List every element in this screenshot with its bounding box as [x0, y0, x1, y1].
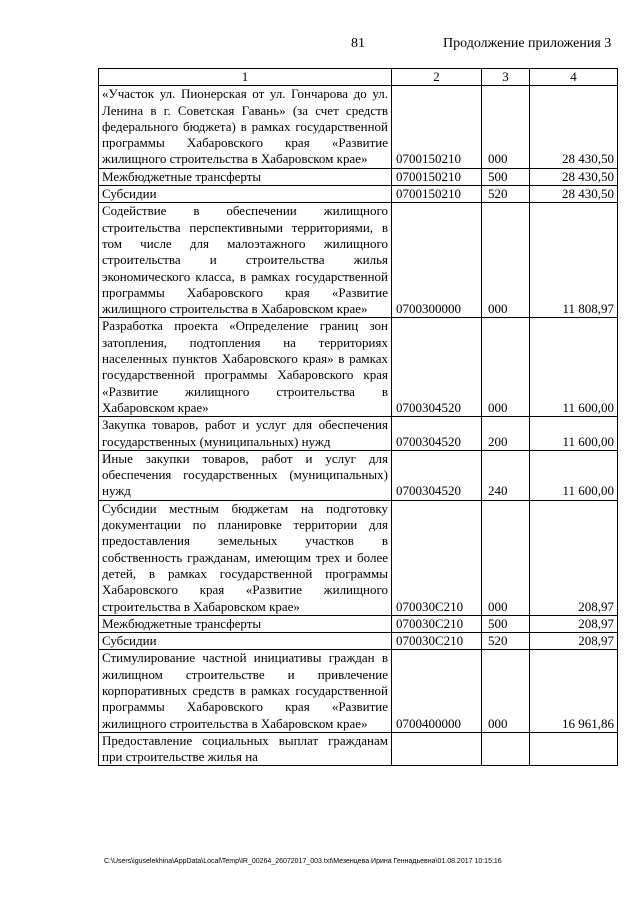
code-cell: 0700304520	[392, 450, 482, 500]
code-cell: 0700150210	[392, 186, 482, 203]
group-cell: 240	[482, 450, 530, 500]
sum-cell: 11 600,00	[530, 318, 618, 417]
continuation-label: Продолжение приложения 3	[443, 36, 612, 51]
sum-cell: 208,97	[530, 615, 618, 632]
row-name-cell: Разработка проекта «Определение границ зон затопления, подтопления на территориях населенных пунктов Хабаровского края» в рамках государственной программы Хабаровского края «Развитие жилищного строительства в Хабаровском крае»	[99, 318, 392, 417]
table-row	[99, 633, 618, 650]
budget-table	[98, 68, 618, 766]
row-name-cell: Субсидии местным бюджетам на подготовку документации по планировке территории для предоставления земельных участков в собственность гражданам, имеющим трех и более детей, в рамках государственной программы Хабаровского края «Развитие жилищного строительства в Хабаровском крае»	[99, 500, 392, 615]
sum-cell: 28 430,50	[530, 86, 618, 168]
code-cell: 0700400000	[392, 650, 482, 732]
group-cell: 520	[482, 186, 530, 203]
row-name-cell: Иные закупки товаров, работ и услуг для обеспечения государственных (муниципальных) нужд	[99, 450, 392, 500]
table-row	[99, 86, 618, 168]
file-path-footer: C:\Users\iguselekhina\AppData\Local\Temp\IR_00264_26072017_003.txt\Мезенцева Ирина Геннадьевна\01.08.2017 10:15:16	[104, 858, 502, 865]
group-cell	[482, 732, 530, 766]
group-cell: 520	[482, 633, 530, 650]
group-cell: 000	[482, 650, 530, 732]
table-row	[99, 500, 618, 615]
group-cell: 200	[482, 417, 530, 451]
code-cell: 0700300000	[392, 203, 482, 318]
group-cell: 000	[482, 318, 530, 417]
table-header-row	[99, 69, 618, 86]
code-cell: 0700150210	[392, 86, 482, 168]
group-cell: 000	[482, 203, 530, 318]
sum-cell: 28 430,50	[530, 168, 618, 185]
table-row	[99, 417, 618, 451]
row-name-cell: Субсидии	[99, 633, 392, 650]
sum-cell	[530, 732, 618, 766]
code-cell: 070030С210	[392, 500, 482, 615]
row-name-cell: Стимулирование частной инициативы граждан в жилищном строительстве и привлечение корпоративных средств в рамках государственной программы Хабаровского края «Развитие жилищного строительства в Хабаровском крае»	[99, 650, 392, 732]
row-name-cell: Содействие в обеспечении жилищного строительства перспективными территориями, в том числе для малоэтажного жилищного строительства и строительства жилья экономического класса, в рамках государственной программы Хабаровского края «Развитие жилищного строительства в Хабаровском крае»	[99, 203, 392, 318]
column-header: 4	[530, 69, 618, 86]
group-cell: 500	[482, 615, 530, 632]
row-name-cell: «Участок ул. Пионерская от ул. Гончарова до ул. Ленина в г. Советская Гавань» (за счет средств федерального бюджета) в рамках государственной программы Хабаровского края «Развитие жилищного строительства в Хабаровском крае»	[99, 86, 392, 168]
table-row	[99, 168, 618, 185]
code-cell: 070030С210	[392, 633, 482, 650]
page-number: 81	[351, 36, 365, 51]
sum-cell: 28 430,50	[530, 186, 618, 203]
table-row	[99, 203, 618, 318]
column-header: 1	[99, 69, 392, 86]
table-row	[99, 318, 618, 417]
sum-cell: 11 808,97	[530, 203, 618, 318]
code-cell: 0700304520	[392, 318, 482, 417]
table-row	[99, 186, 618, 203]
row-name-cell: Предоставление социальных выплат гражданам при строительстве жилья на	[99, 732, 392, 766]
group-cell: 500	[482, 168, 530, 185]
sum-cell: 208,97	[530, 633, 618, 650]
code-cell	[392, 732, 482, 766]
column-header: 2	[392, 69, 482, 86]
sum-cell: 11 600,00	[530, 450, 618, 500]
group-cell: 000	[482, 500, 530, 615]
table-row	[99, 650, 618, 732]
row-name-cell: Межбюджетные трансферты	[99, 615, 392, 632]
table-row	[99, 732, 618, 766]
sum-cell: 208,97	[530, 500, 618, 615]
sum-cell: 11 600,00	[530, 417, 618, 451]
table-row	[99, 615, 618, 632]
code-cell: 0700150210	[392, 168, 482, 185]
row-name-cell: Закупка товаров, работ и услуг для обеспечения государственных (муниципальных) нужд	[99, 417, 392, 451]
table-row	[99, 450, 618, 500]
group-cell: 000	[482, 86, 530, 168]
code-cell: 070030С210	[392, 615, 482, 632]
row-name-cell: Межбюджетные трансферты	[99, 168, 392, 185]
code-cell: 0700304520	[392, 417, 482, 451]
row-name-cell: Субсидии	[99, 186, 392, 203]
column-header: 3	[482, 69, 530, 86]
sum-cell: 16 961,86	[530, 650, 618, 732]
